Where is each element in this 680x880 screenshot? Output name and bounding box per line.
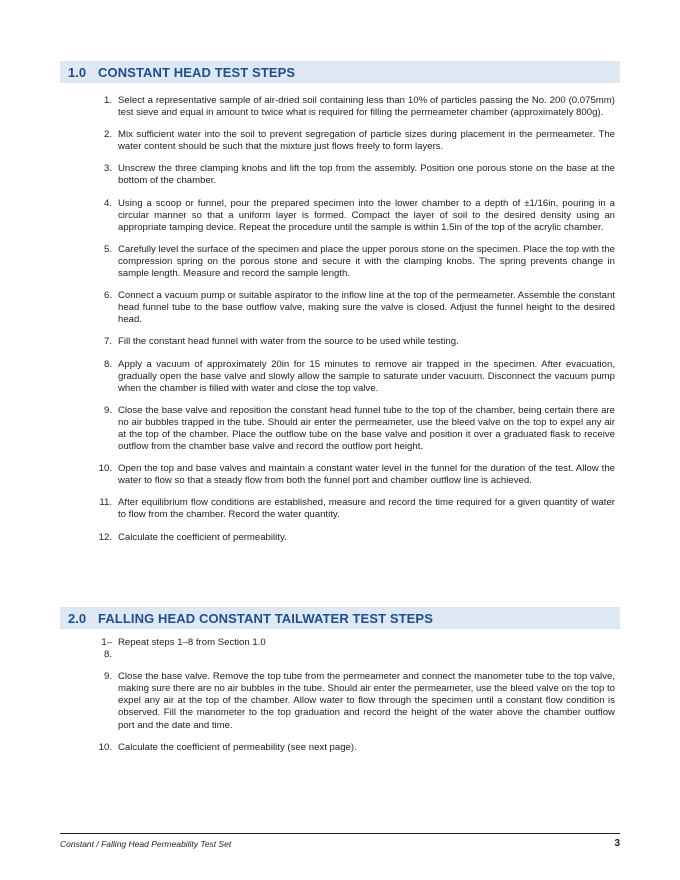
step-item — [94, 497, 615, 521]
step-text: Apply a vacuum of approximately 20in for 15 minutes to remove air trapped in the specimen. After evacuation, gradually open the base valve and slowly allow the sample to saturate under vacuum. Disconnect the vacuum pump when the chamber is filled with water and close the top valve. — [118, 358, 615, 394]
step-number: 8. — [103, 358, 112, 370]
section-1-number: 1.0 — [68, 64, 87, 80]
section-1-header — [60, 61, 620, 83]
step-text: Carefully level the surface of the specimen and place the upper porous stone on the specimen. Place the top with the compression spring on the porous stone and secure it with the clamping knobs. The spring prevents change in sample length. Measure and record the sample length. — [118, 243, 615, 280]
step-text: Unscrew the three clamping knobs and lift the top from the assembly. Position one porous stone on the base at the bottom of the chamber. — [118, 163, 615, 187]
step-text: Fill the constant head funnel with water from the source to be used while testing. — [118, 336, 459, 348]
step-text: Close the base valve. Remove the top tube from the permeameter and connect the manometer tube to the top valve, making sure there are no air bubbles in the tube. Should air enter the permeameter, use the bleed valve on the top to expel any air at the top of the chamber. Allow water to flow through the specimen until a constant flow condition is observed. Fill the manometer to the top graduation and record the height of the water above the chamber outflow port and the date and time. — [118, 671, 615, 731]
step-number: 4. — [103, 197, 112, 209]
step-item — [94, 532, 615, 544]
step-item — [94, 198, 615, 234]
step-text: Calculate the coefficient of permeability. — [118, 531, 287, 543]
step-number: 7. — [103, 336, 112, 348]
step-item — [94, 129, 615, 153]
step-item — [94, 244, 615, 280]
section-2-steps — [94, 637, 615, 754]
step-text: After equilibrium flow conditions are established, measure and record the time required for a given quantity of water to flow from the chamber. Record the water quantity. — [118, 497, 615, 521]
step-item — [94, 463, 615, 487]
step-number: 9. — [103, 404, 112, 416]
step-item — [94, 95, 615, 119]
step-number: 1. — [103, 95, 112, 106]
step-text: Using a scoop or funnel, pour the prepared specimen into the lower chamber to a depth of ±1/16in, pouring in a circular manner so that a uniform layer is formed. Compact the layer of soil to the desired density using an appropriate tamping device. Repeat the procedure until the sample is within 1.5in of the top of the acrylic chamber. — [118, 197, 615, 233]
step-text: Close the base valve and reposition the constant head funnel tube to the top of the chamber, being certain there are no air bubbles trapped in the tube. Should air enter the permeameter, use the bleed valve on the top to expel any air at the top of the chamber. Place the outflow tube on the base valve and position it over a graduated flask to receive outflow from the chamber base valve and record the outflow port height. — [118, 404, 615, 453]
step-item — [94, 742, 615, 754]
step-number: 6. — [103, 290, 112, 302]
footer-divider — [60, 833, 620, 834]
step-item — [94, 359, 615, 395]
step-text: Select a representative sample of air-dried soil containing less than 10% of particles passing the No. 200 (0.075mm) test sieve and equal in amount to twice what is required for filling the permeameter chamber (approximately 800g). — [118, 95, 615, 119]
step-item — [94, 671, 615, 731]
footer-title: Constant / Falling Head Permeability Test Set — [60, 839, 232, 849]
step-text: Connect a vacuum pump or suitable aspirator to the inflow line at the top of the permeameter. Assemble the constant head funnel tube to the base outflow valve, making sure the valve is closed. Adjust the funnel height to the desired head. — [118, 290, 615, 326]
step-text: Repeat steps 1–8 from Section 1.0 — [118, 637, 266, 648]
step-number: 5. — [103, 243, 112, 255]
section-1-title: CONSTANT HEAD TEST STEPS — [98, 64, 296, 80]
step-text: Mix sufficient water into the soil to prevent segregation of particle sizes during placement in the permeameter. The water content should be such that the mixture just flows freely to form layers. — [118, 129, 615, 153]
step-item — [94, 637, 615, 661]
step-item — [94, 405, 615, 453]
section-1-steps — [94, 95, 615, 544]
page-number: 3 — [614, 838, 620, 849]
step-number: 2. — [103, 129, 112, 141]
section-2-header — [60, 607, 620, 629]
step-number: 9. — [103, 671, 112, 683]
step-text: Calculate the coefficient of permeability (see next page). — [118, 741, 357, 753]
step-number: 12. — [98, 531, 112, 543]
step-number: 10. — [98, 741, 112, 753]
section-2-number: 2.0 — [68, 610, 87, 626]
step-number: 3. — [103, 163, 112, 175]
step-number: 10. — [98, 463, 112, 475]
step-number: 1–8. — [101, 637, 112, 661]
step-number: 11. — [99, 497, 112, 509]
step-item — [94, 290, 615, 326]
step-text: Open the top and base valves and maintain a constant water level in the funnel for the duration of the test. Allow the water to flow so that a steady flow from both the funnel port and chamber outflow line is achieved. — [118, 463, 615, 487]
step-item — [94, 336, 615, 348]
step-item — [94, 163, 615, 187]
section-2-title: FALLING HEAD CONSTANT TAILWATER TEST STEPS — [98, 610, 433, 626]
